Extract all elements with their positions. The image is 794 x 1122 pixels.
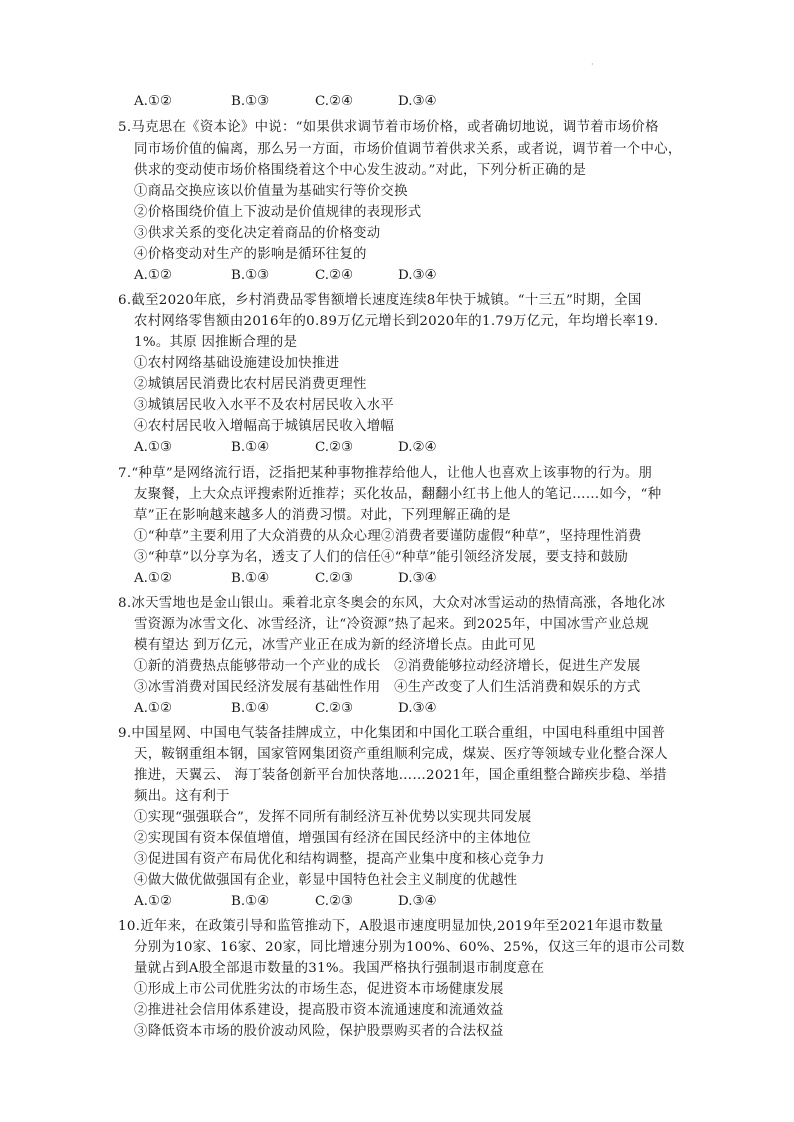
- text-line: ④农村居民收入增幅高于城镇居民收入增幅: [134, 419, 395, 434]
- answer-option: D.③④: [398, 701, 437, 716]
- answer-options: [134, 699, 554, 719]
- text-line: ④价格变动对生产的影响是循环往复的: [134, 247, 367, 262]
- text-line: 推进，天翼云、 海丁装备创新平台加快落地……2021年，国企重组整合蹄疾步稳、举措: [134, 768, 667, 783]
- text-line: ①形成上市公司优胜劣汰的市场生态，促进资本市场健康发展: [134, 982, 504, 997]
- text-line: ③降低资本市场的股价波动风险，保护股票购买者的合法权益: [134, 1024, 504, 1039]
- answer-option: B.①③: [231, 94, 270, 109]
- answer-option: C.②④: [315, 94, 354, 109]
- header-mark: ·: [591, 60, 594, 69]
- answer-option: D.③④: [398, 894, 437, 909]
- text-line: 雪资源为冰雪文化、冰雪经济，让“冷资源”热了起来。到2025年，中国冰雪产业总规: [134, 617, 650, 632]
- text-line: ②实现国有资本保值增值，增强国有经济在国民经济中的主体地位: [134, 831, 532, 846]
- text-line: ①农村网络基础设施建设加快推进: [134, 356, 340, 371]
- text-line: 频出。这有利于: [134, 789, 230, 804]
- answer-option: C.②③: [315, 571, 354, 586]
- text-line: ④做大做优做强国有企业，彰显中国特色社会主义制度的优越性: [134, 873, 518, 888]
- question-stem-line: 9.中国星网、中国电气装备挂牌成立，中化集团和中国化工联合重组，中国电科重组中国普: [118, 726, 666, 741]
- answer-option: C.②③: [315, 701, 354, 716]
- text-line: ①“种草”主要利用了大众消费的从众心理②消费者要谨防虚假“种草”，坚持理性消费: [134, 529, 642, 544]
- text-line: 分别为10家、16家、20家，同比增速分别为100%、60%、25%，仅这三年的退市公司数: [134, 940, 685, 955]
- answer-option: C.②③: [315, 894, 354, 909]
- answer-option: A.①②: [134, 571, 172, 586]
- answer-options: [134, 569, 554, 589]
- question-stem-line: 10.近年来，在政策引导和监管推动下，A股退市速度明显加快,2019年至2021年退市数量: [118, 919, 664, 934]
- answer-option: D.③④: [398, 268, 437, 283]
- answer-options: [134, 92, 554, 112]
- text-line: ①实现“强强联合”，发挥不同所有制经济互补优势以实现共同发展: [134, 810, 532, 825]
- text-line: ②推进社会信用体系建设，提高股市资本流通速度和流通效益: [134, 1003, 504, 1018]
- answer-options: [134, 266, 554, 286]
- text-line: 农村网络零售额由2016年的0.89万亿元增长到2020年的1.79万亿元，年均增长率19.: [134, 314, 659, 329]
- answer-option: D.③④: [398, 94, 437, 109]
- answer-options: [134, 438, 554, 458]
- text-line: 草”正在影响越来越多人的消费习惯。对此，下列理解正确的是: [134, 508, 511, 523]
- text-line: 模有望达 到万亿元，冰雪产业正在成为新的经济增长点。由此可见: [134, 638, 536, 653]
- text-line: 量就占到A股全部退市数量的31%。我国严格执行强制退市制度意在: [134, 961, 545, 976]
- answer-option: A.①②: [134, 94, 172, 109]
- text-line: ②城镇居民消费比农村居民消费更理性: [134, 377, 367, 392]
- text-line: ③城镇居民收入水平不及农村居民收入水平: [134, 398, 395, 413]
- text-line: ③冰雪消费对国民经济发展有基础性作用 ④生产改变了人们生活消费和娱乐的方式: [134, 680, 641, 695]
- question-stem-line: 8.冰天雪地也是金山银山。乘着北京冬奥会的东风，大众对冰雪运动的热情高涨，各地化冰: [118, 596, 666, 611]
- answer-option: C.②④: [315, 268, 354, 283]
- text-line: ②价格围绕价值上下波动是价值规律的表现形式: [134, 205, 422, 220]
- question-stem-line: 6.截至2020年底，乡村消费品零售额增长速度连续8年快于城镇。“十三五”时期，全国: [118, 293, 642, 308]
- text-line: 供求的变动使市场价格围绕着这个中心发生波动。”对此，下列分析正确的是: [134, 163, 587, 178]
- text-line: ①新的消费热点能够带动一个产业的成长 ②消费能够拉动经济增长，促进生产发展: [134, 659, 641, 674]
- answer-option: A.①②: [134, 701, 172, 716]
- answer-option: A.①②: [134, 894, 172, 909]
- text-line: ③促进国有资产布局优化和结构调整，提高产业集中度和核心竞争力: [134, 852, 545, 867]
- answer-option: C.②③: [315, 440, 354, 455]
- answer-option: A.①③: [134, 440, 172, 455]
- answer-option: B.①④: [231, 440, 270, 455]
- answer-option: B.①④: [231, 571, 270, 586]
- question-stem-line: 5.马克思在《资本论》中说：“如果供求调节着市场价格，或者确切地说，调节着市场价格: [118, 120, 659, 135]
- answer-option: B.①④: [231, 701, 270, 716]
- text-line: 同市场价值的偏离，那么另一方面，市场价值调节着供求关系，或者说，调节着一个中心，: [134, 142, 682, 157]
- text-line: 友聚餐，上大众点评搜索附近推荐；买化妆品，翻翻小红书上他人的笔记……如今，“种: [134, 487, 662, 502]
- answer-options: [134, 892, 554, 912]
- text-line: 1%。其原 因推断合理的是: [134, 335, 298, 350]
- answer-option: D.②④: [398, 440, 437, 455]
- text-line: ①商品交换应该以价值量为基础实行等价交换: [134, 184, 408, 199]
- text-line: ③“种草”以分享为名，透支了人们的信任④“种草”能引领经济发展，要支持和鼓励: [134, 550, 629, 565]
- question-stem-line: 7.“种草”是网络流行语，泛指把某种事物推荐给他人，让他人也喜欢上该事物的行为。朋: [118, 466, 653, 481]
- answer-option: B.①④: [231, 894, 270, 909]
- answer-option: A.①②: [134, 268, 172, 283]
- answer-option: D.③④: [398, 571, 437, 586]
- text-line: 天，鞍钢重组本钢，国家管网集团资产重组顺利完成，煤炭、医疗等领域专业化整合深人: [134, 747, 668, 762]
- text-line: ③供求关系的变化决定着商品的价格变动: [134, 226, 381, 241]
- answer-option: B.①③: [231, 268, 270, 283]
